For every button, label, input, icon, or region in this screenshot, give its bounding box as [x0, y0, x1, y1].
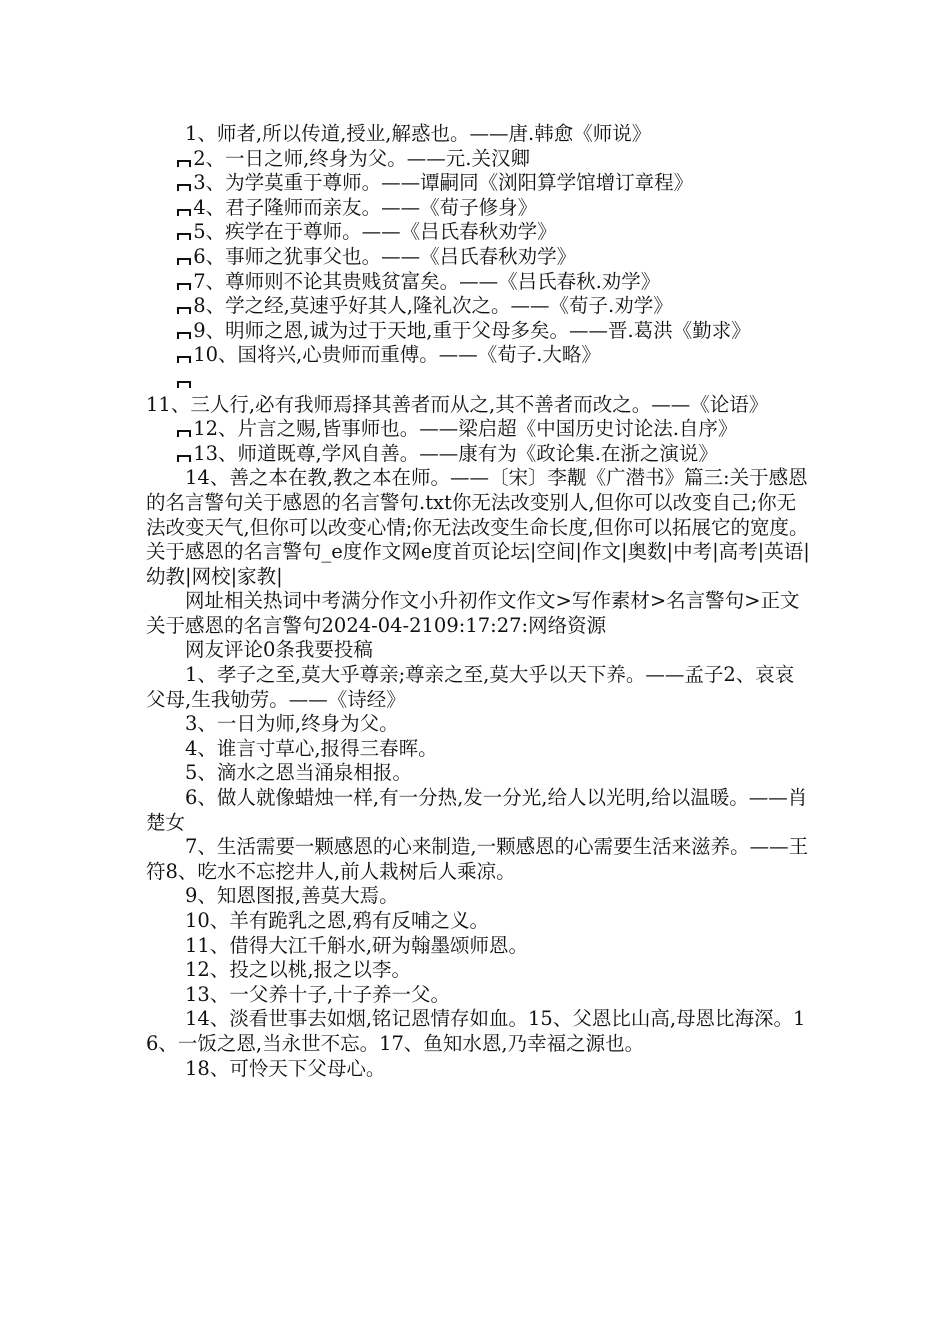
paragraph: 14、善之本在教,教之本在师。——〔宋〕李觏《广潜书》篇三:关于感恩的名言警句关于感恩的名言警句.txt你无法改变别人,但你可以改变自己;你无法改变天气,但你可以改变心情;你无法改变生命长度,但你可以拓展它的宽度。关于感恩的名言警句_e度作文网e度首页论坛|空间|作文|奥数|中考|高考|英语|幼教|网校|家教|	[146, 466, 810, 588]
paragraph: 6、事师之犹事父也。——《吕氏春秋劝学》	[146, 245, 810, 270]
paragraph: 10、国将兴,心贵师而重傅。——《荀子.大略》	[146, 343, 810, 368]
paragraph: 11、三人行,必有我师焉择其善者而从之,其不善者而改之。——《论语》	[146, 368, 810, 417]
paragraph: 5、疾学在于尊师。——《吕氏春秋劝学》	[146, 220, 810, 245]
paragraph: 1、师者,所以传道,授业,解惑也。——唐.韩愈《师说》	[185, 122, 652, 145]
paragraph: 2、一日之师,终身为父。——元.关汉卿	[146, 147, 810, 172]
paragraph: 8、学之经,莫速乎好其人,隆礼次之。——《荀子.劝学》	[146, 294, 810, 319]
paragraph: 13、师道既尊,学风自善。——康有为《政论集.在浙之演说》	[146, 442, 810, 467]
paragraph: 12、投之以桃,报之以李。	[185, 958, 412, 982]
document-body	[146, 122, 810, 1081]
paragraph: 1、孝子之至,莫大乎尊亲;尊亲之至,莫大乎以天下养。——孟子2、哀哀父母,生我劬劳。——《诗经》	[146, 663, 795, 711]
paragraph: 9、知恩图报,善莫大焉。	[185, 884, 399, 908]
paragraph: 14、淡看世事去如烟,铭记恩情存如血。15、父恩比山高,母恩比海深。16、一饭之恩,当永世不忘。17、鱼知水恩,乃幸福之源也。	[146, 1007, 806, 1055]
paragraph: 4、谁言寸草心,报得三春晖。	[185, 736, 438, 760]
paragraph: 9、明师之恩,诚为过于天地,重于父母多矣。——晋.葛洪《勤求》	[146, 319, 810, 344]
paragraph: 网址相关热词中考满分作文小升初作文作文>写作素材>名言警句>正文关于感恩的名言警句2024-04-2109:17:27:网络资源	[146, 589, 800, 637]
paragraph: 13、一父养十子,十子养一父。	[185, 982, 451, 1006]
paragraph: 4、君子隆师而亲友。——《荀子修身》	[146, 196, 810, 221]
paragraph: 3、一日为师,终身为父。	[185, 712, 399, 736]
paragraph: 7、生活需要一颗感恩的心来制造,一颗感恩的心需要生活来滋养。——王符8、吃水不忘挖井人,前人栽树后人乘凉。	[146, 835, 809, 883]
paragraph: 12、片言之赐,皆事师也。——梁启超《中国历史讨论法.自序》	[146, 417, 810, 442]
paragraph: 11、借得大江千斛水,研为翰墨颂师恩。	[185, 933, 529, 957]
paragraph: 6、做人就像蜡烛一样,有一分热,发一分光,给人以光明,给以温暖。——肖楚女	[146, 786, 808, 834]
paragraph: 5、滴水之恩当涌泉相报。	[185, 761, 412, 785]
paragraph: 3、为学莫重于尊师。——谭嗣同《浏阳算学馆增订章程》	[146, 171, 810, 196]
paragraph: 网友评论0条我要投稿	[185, 638, 373, 662]
paragraph: 10、羊有跪乳之恩,鸦有反哺之义。	[185, 909, 490, 932]
paragraph: 18、可怜天下父母心。	[185, 1056, 386, 1080]
paragraph: 7、尊师则不论其贵贱贫富矣。——《吕氏春秋.劝学》	[146, 270, 810, 295]
